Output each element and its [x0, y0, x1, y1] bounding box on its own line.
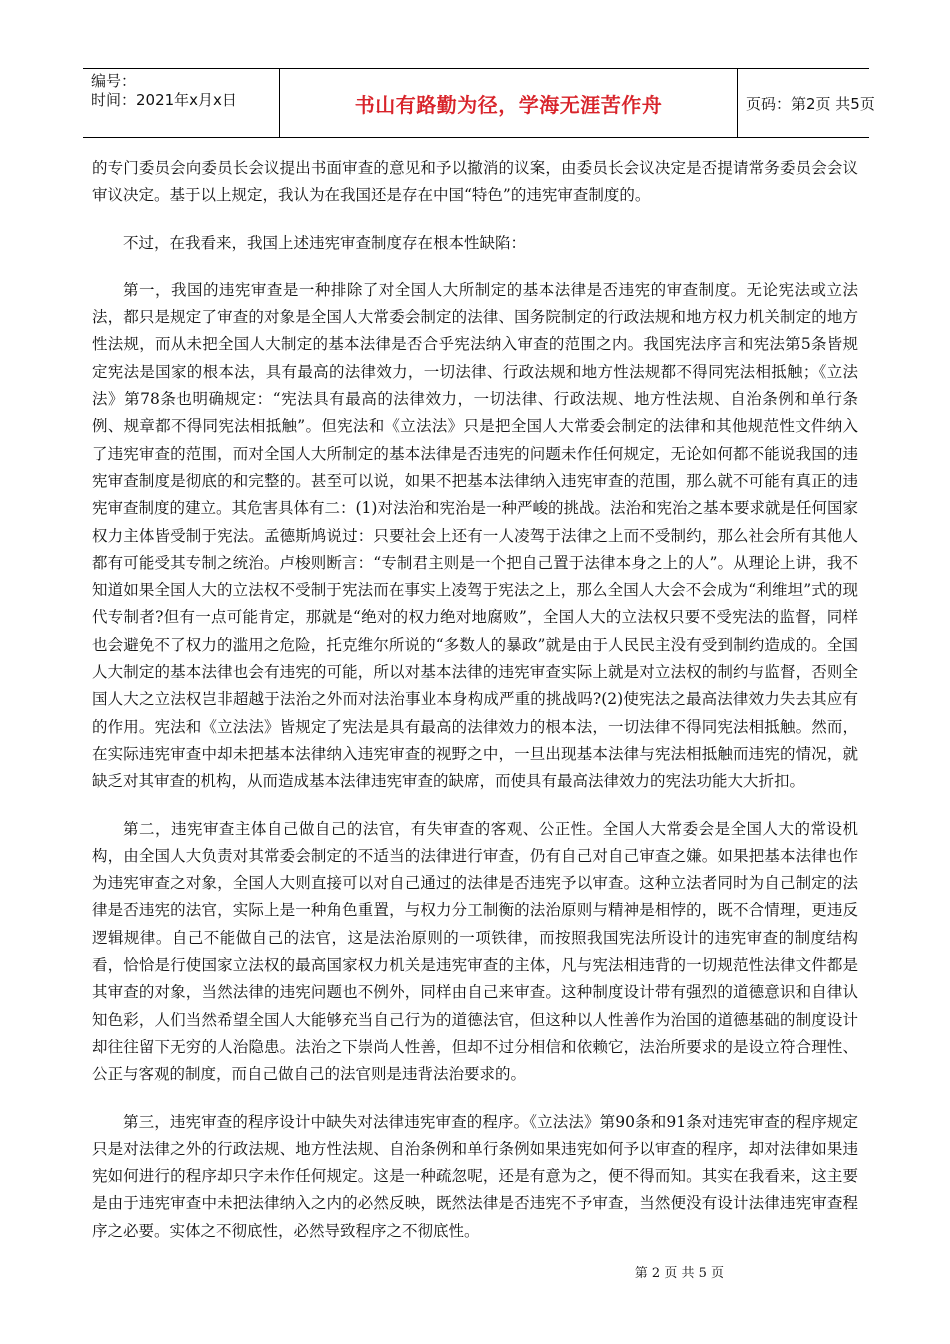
header-page-cell	[738, 69, 875, 137]
paragraph-third-point: 第三，违宪审查的程序设计中缺失对法律违宪审查的程序。《立法法》第90条和91条对违宪审查的程序规定只是对法律之外的行政法规、地方性法规、自治条例和单行条例如果违宪如何予以审查的程序，却对法律如果违宪如何进行的程序却只字未作任何规定。这是一种疏忽呢，还是有意为之，便不得而知。其实在我看来，这主要是由于违宪审查中未把法律纳入之内的必然反映，既然法律是否违宪不予审查，当然便没有设计法律违宪审查程序之必要。实体之不彻底性，必然导致程序之不彻底性。	[92, 1112, 858, 1240]
page-footer	[0, 1262, 950, 1281]
paragraph-second-point: 第二，违宪审查主体自己做自己的法官，有失审查的客观、公正性。全国人大常委会是全国人大的常设机构，由全国人大负责对其常委会制定的不适当的法律进行审查，仍有自己对自己审查之嫌。如果把基本法律也作为违宪审查之对象，全国人大则直接可以对自己通过的法律是否违宪予以审查。这种立法者同时为自己制定的法律是否违宪的法官，实际上是一种角色重置，与权力分工制衡的法治原则与精神是相悖的，既不合情理，更违反逻辑规律。自己不能做自己的法官，这是法治原则的一项铁律，而按照我国宪法所设计的违宪审查的制度结构看，恰恰是行使国家立法权的最高国家权力机关是违宪审查的主体，凡与宪法相违背的一切规范性法律文件都是其审查的对象，当然法律的违宪问题也不例外，同样由自己来审查。这种制度设计带有强烈的道德意识和自律认知色彩，人们当然希望全国人大能够充当自己行为的道德法官，但这种以人性善作为治国的道德基础的制度设计却往往留下无穷的人治隐患。法治之下崇尚人性善，但却不过分相信和依赖它，法治所要求的是设立符合理性、公正与客观的制度，而自己做自己的法官则是违背法治要求的。	[92, 819, 858, 1084]
header-motto: 书山有路勤为径，学海无涯苦作舟	[354, 92, 663, 117]
header-page-number: 页码：第2页 共5页	[746, 94, 875, 113]
paragraph-intro: 不过，在我看来，我国上述违宪审查制度存在根本性缺陷：	[123, 233, 527, 252]
document-time-label: 时间：2021年x月x日	[91, 91, 237, 109]
document-body	[92, 155, 858, 1265]
header-motto-cell	[280, 69, 738, 137]
paragraph-continuation: 的专门委员会向委员长会议提出书面审查的意见和予以撤消的议案，由委员长会议决定是否提请常务委员会会议审议决定。基于以上规定，我认为在我国还是存在中国“特色”的违宪审查制度的。	[92, 159, 858, 205]
paragraph-first-point: 第一，我国的违宪审查是一种排除了对全国人大所制定的基本法律是否违宪的审查制度。无论宪法或立法法，都只是规定了审查的对象是全国人大常委会制定的法律、国务院制定的行政法规和地方权力机关制定的地方性法规，而从未把全国人大制定的基本法律是否合乎宪法纳入审查的范围之内。我国宪法序言和宪法第5条皆规定宪法是国家的根本法，具有最高的法律效力，一切法律、行政法规和地方性法规都不得同宪法相抵触；《立法法》第78条也明确规定：“宪法具有最高的法律效力，一切法律、行政法规、地方性法规、自治条例和单行条例、规章都不得同宪法相抵触”。但宪法和《立法法》只是把全国人大常委会制定的法律和其他规范性文件纳入了违宪审查的范围，而对全国人大所制定的基本法律是否违宪的问题未作任何规定，无论如何都不能说我国的违宪审查制度是彻底的和完整的。甚至可以说，如果不把基本法律纳入违宪审查的范围，那么就不可能有真正的违宪审查制度的建立。其危害具体有二：(1)对法治和宪治是一种严峻的挑战。法治和宪治之基本要求就是任何国家权力主体皆受制于宪法。孟德斯鸠说过：只要社会上还有一人凌驾于法律之上而不受制约，那么社会所有其他人都有可能受其专制之统治。卢梭则断言：“专制君主则是一个把自己置于法律本身之上的人”。从理论上讲，我不知道如果全国人大的立法权不受制于宪法而在事实上凌驾于宪法之上，那么全国人大会不会成为“利维坦”式的现代专制者?但有一点可能肯定，那就是“绝对的权力绝对地腐败”，全国人大的立法权只要不受宪法的监督，同样也会避免不了权力的滥用之危险，托克维尔所说的“多数人的暴政”就是由于人民民主没有受到制约造成的。全国人大制定的基本法律也会有违宪的可能，所以对基本法律的违宪审查实际上就是对立法权的制约与监督，否则全国人大之立法权岂非超越于法治之外而对法治事业本身构成严重的挑战吗?(2)使宪法之最高法律效力失去其应有的作用。宪法和《立法法》皆规定了宪法是具有最高的法律效力的根本法，一切法律不得同宪法相抵触。然而，在实际违宪审查中却未把基本法律纳入违宪审查的视野之中，一旦出现基本法律与宪法相抵触而违宪的情况，就缺乏对其审查的机构，从而造成基本法律违宪审查的缺席，而使具有最高法律效力的宪法功能大大折扣。	[92, 280, 858, 791]
page-header	[83, 68, 875, 138]
footer-page-number: 第 2 页 共 5 页	[634, 1266, 724, 1281]
header-meta-cell	[83, 69, 280, 137]
document-number-label: 编号：	[91, 72, 137, 90]
